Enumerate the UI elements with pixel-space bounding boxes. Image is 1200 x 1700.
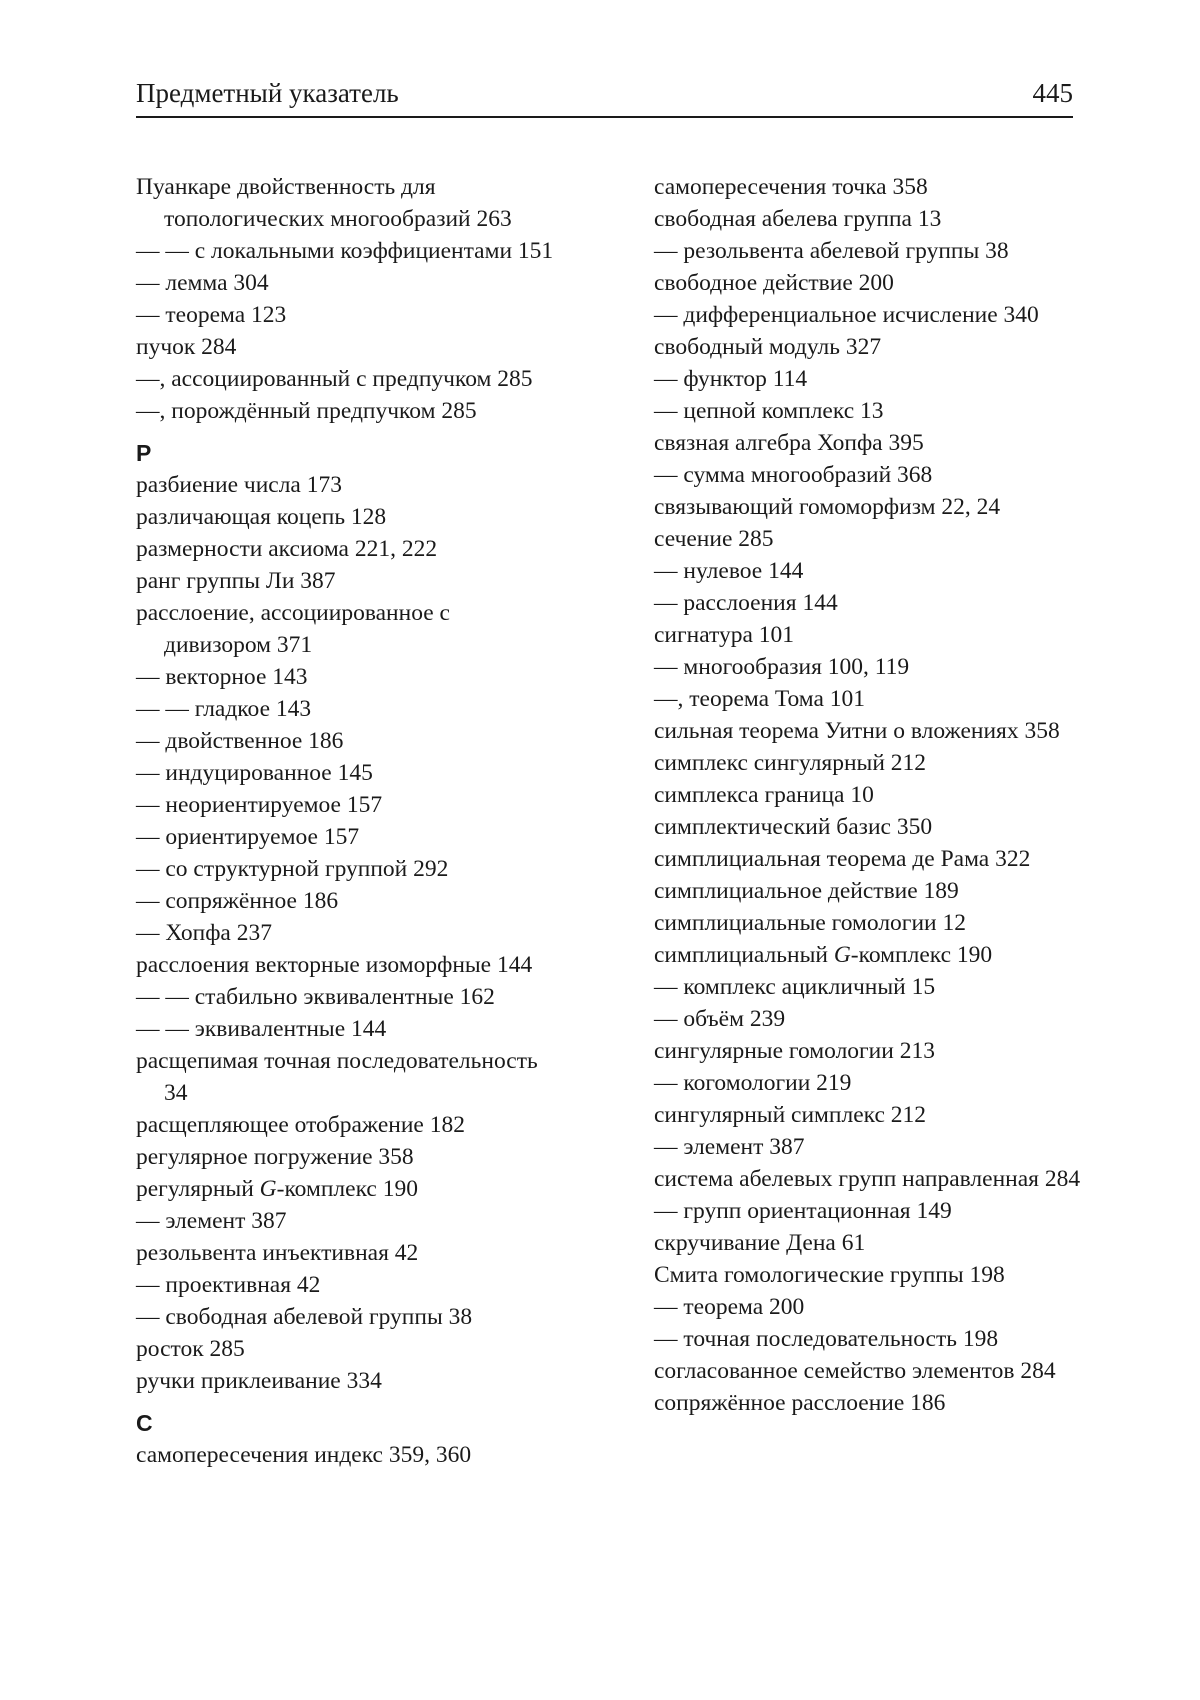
index-page xyxy=(0,0,1200,1700)
index-entry: самопересечения индекс 359, 360 xyxy=(136,1439,556,1471)
index-entry xyxy=(654,939,1084,971)
index-entry: — нулевое 144 xyxy=(654,555,1084,587)
index-entry: регулярное погружение 358 xyxy=(136,1141,556,1173)
index-entry: симплициальная теорема де Рама 322 xyxy=(654,843,1084,875)
index-entry: — сумма многообразий 368 xyxy=(654,459,1084,491)
index-entry: самопересечения точка 358 xyxy=(654,171,1084,203)
index-entry: Смита гомологические группы 198 xyxy=(654,1259,1084,1291)
math-symbol: G xyxy=(260,1176,277,1202)
index-entry: — — эквивалентные 144 xyxy=(136,1013,556,1045)
index-entry: сингулярные гомологии 213 xyxy=(654,1035,1084,1067)
index-entry: — дифференциальное исчисление 340 xyxy=(654,299,1084,331)
index-entry: — расслоения 144 xyxy=(654,587,1084,619)
index-entry: — — стабильно эквивалентные 162 xyxy=(136,981,556,1013)
index-entry: — двойственное 186 xyxy=(136,725,556,757)
index-entry: — групп ориентационная 149 xyxy=(654,1195,1084,1227)
index-entry: — Хопфа 237 xyxy=(136,917,556,949)
index-entry: — проективная 42 xyxy=(136,1269,556,1301)
index-entry: сильная теорема Уитни о вложениях 358 xyxy=(654,715,1084,747)
index-entry: ранг группы Ли 387 xyxy=(136,565,556,597)
index-entry: скручивание Дена 61 xyxy=(654,1227,1084,1259)
index-entry: система абелевых групп направленная 284 xyxy=(654,1163,1084,1195)
index-entry: — векторное 143 xyxy=(136,661,556,693)
index-entry: сингулярный симплекс 212 xyxy=(654,1099,1084,1131)
index-entry-text: -комплекс 190 xyxy=(851,942,992,968)
index-entry: сигнатура 101 xyxy=(654,619,1084,651)
index-entry-text: регулярный xyxy=(136,1176,260,1202)
index-entry: —, теорема Тома 101 xyxy=(654,683,1084,715)
index-entry: росток 285 xyxy=(136,1333,556,1365)
index-entry: свободный модуль 327 xyxy=(654,331,1084,363)
index-entry: расщепимая точная последовательность 34 xyxy=(136,1045,556,1109)
index-column-right xyxy=(654,171,1084,1419)
math-symbol: G xyxy=(834,942,851,968)
index-entry: пучок 284 xyxy=(136,331,556,363)
index-entry: — функтор 114 xyxy=(654,363,1084,395)
index-entry: свободное действие 200 xyxy=(654,267,1084,299)
index-entry: — — с локальными коэффициентами 151 xyxy=(136,235,556,267)
index-column-left xyxy=(136,171,556,1471)
running-head xyxy=(136,76,1073,118)
index-entry: — резольвента абелевой группы 38 xyxy=(654,235,1084,267)
index-entry: симплициальные гомологии 12 xyxy=(654,907,1084,939)
index-entry: сечение 285 xyxy=(654,523,1084,555)
index-entry: разбиение числа 173 xyxy=(136,469,556,501)
index-entry: симплектический базис 350 xyxy=(654,811,1084,843)
index-entry: —, порождённый предпучком 285 xyxy=(136,395,556,427)
index-entry: симплекс сингулярный 212 xyxy=(654,747,1084,779)
index-entry: — лемма 304 xyxy=(136,267,556,299)
index-entry: — свободная абелевой группы 38 xyxy=(136,1301,556,1333)
index-entry xyxy=(136,1173,556,1205)
index-entry: — сопряжённое 186 xyxy=(136,885,556,917)
index-entry: — — гладкое 143 xyxy=(136,693,556,725)
index-entry: сопряжённое расслоение 186 xyxy=(654,1387,1084,1419)
index-entry: — объём 239 xyxy=(654,1003,1084,1035)
index-entry: — со структурной группой 292 xyxy=(136,853,556,885)
index-entry: — ориентируемое 157 xyxy=(136,821,556,853)
index-entry: расслоения векторные изоморфные 144 xyxy=(136,949,556,981)
index-entry: различающая коцепь 128 xyxy=(136,501,556,533)
index-entry-text: -комплекс 190 xyxy=(277,1176,418,1202)
index-entry-text: симплициальный xyxy=(654,942,834,968)
index-entry: резольвента инъективная 42 xyxy=(136,1237,556,1269)
index-entry: — многообразия 100, 119 xyxy=(654,651,1084,683)
index-entry: — точная последовательность 198 xyxy=(654,1323,1084,1355)
page-number: 445 xyxy=(1033,76,1074,110)
index-entry: симплекса граница 10 xyxy=(654,779,1084,811)
running-title: Предметный указатель xyxy=(136,76,399,110)
index-entry: связная алгебра Хопфа 395 xyxy=(654,427,1084,459)
index-entry: размерности аксиома 221, 222 xyxy=(136,533,556,565)
index-entry: согласованное семейство элементов 284 xyxy=(654,1355,1084,1387)
index-entry: — индуцированное 145 xyxy=(136,757,556,789)
index-entry: — комплекс ацикличный 15 xyxy=(654,971,1084,1003)
section-letter-heading: С xyxy=(136,1407,556,1439)
index-entry: — когомологии 219 xyxy=(654,1067,1084,1099)
index-entry: расслоение, ассоциированное с дивизором 371 xyxy=(136,597,556,661)
index-entry: свободная абелева группа 13 xyxy=(654,203,1084,235)
index-entry: —, ассоциированный с предпучком 285 xyxy=(136,363,556,395)
index-entry: симплициальное действие 189 xyxy=(654,875,1084,907)
index-entry: ручки приклеивание 334 xyxy=(136,1365,556,1397)
index-entry: — цепной комплекс 13 xyxy=(654,395,1084,427)
section-letter-heading: Р xyxy=(136,437,556,469)
index-entry: — элемент 387 xyxy=(654,1131,1084,1163)
index-entry: — элемент 387 xyxy=(136,1205,556,1237)
index-entry: Пуанкаре двойственность для топологических многообразий 263 xyxy=(136,171,556,235)
index-entry: — теорема 123 xyxy=(136,299,556,331)
index-entry: — теорема 200 xyxy=(654,1291,1084,1323)
index-entry: связывающий гомоморфизм 22, 24 xyxy=(654,491,1084,523)
index-entry: — неориентируемое 157 xyxy=(136,789,556,821)
index-entry: расщепляющее отображение 182 xyxy=(136,1109,556,1141)
